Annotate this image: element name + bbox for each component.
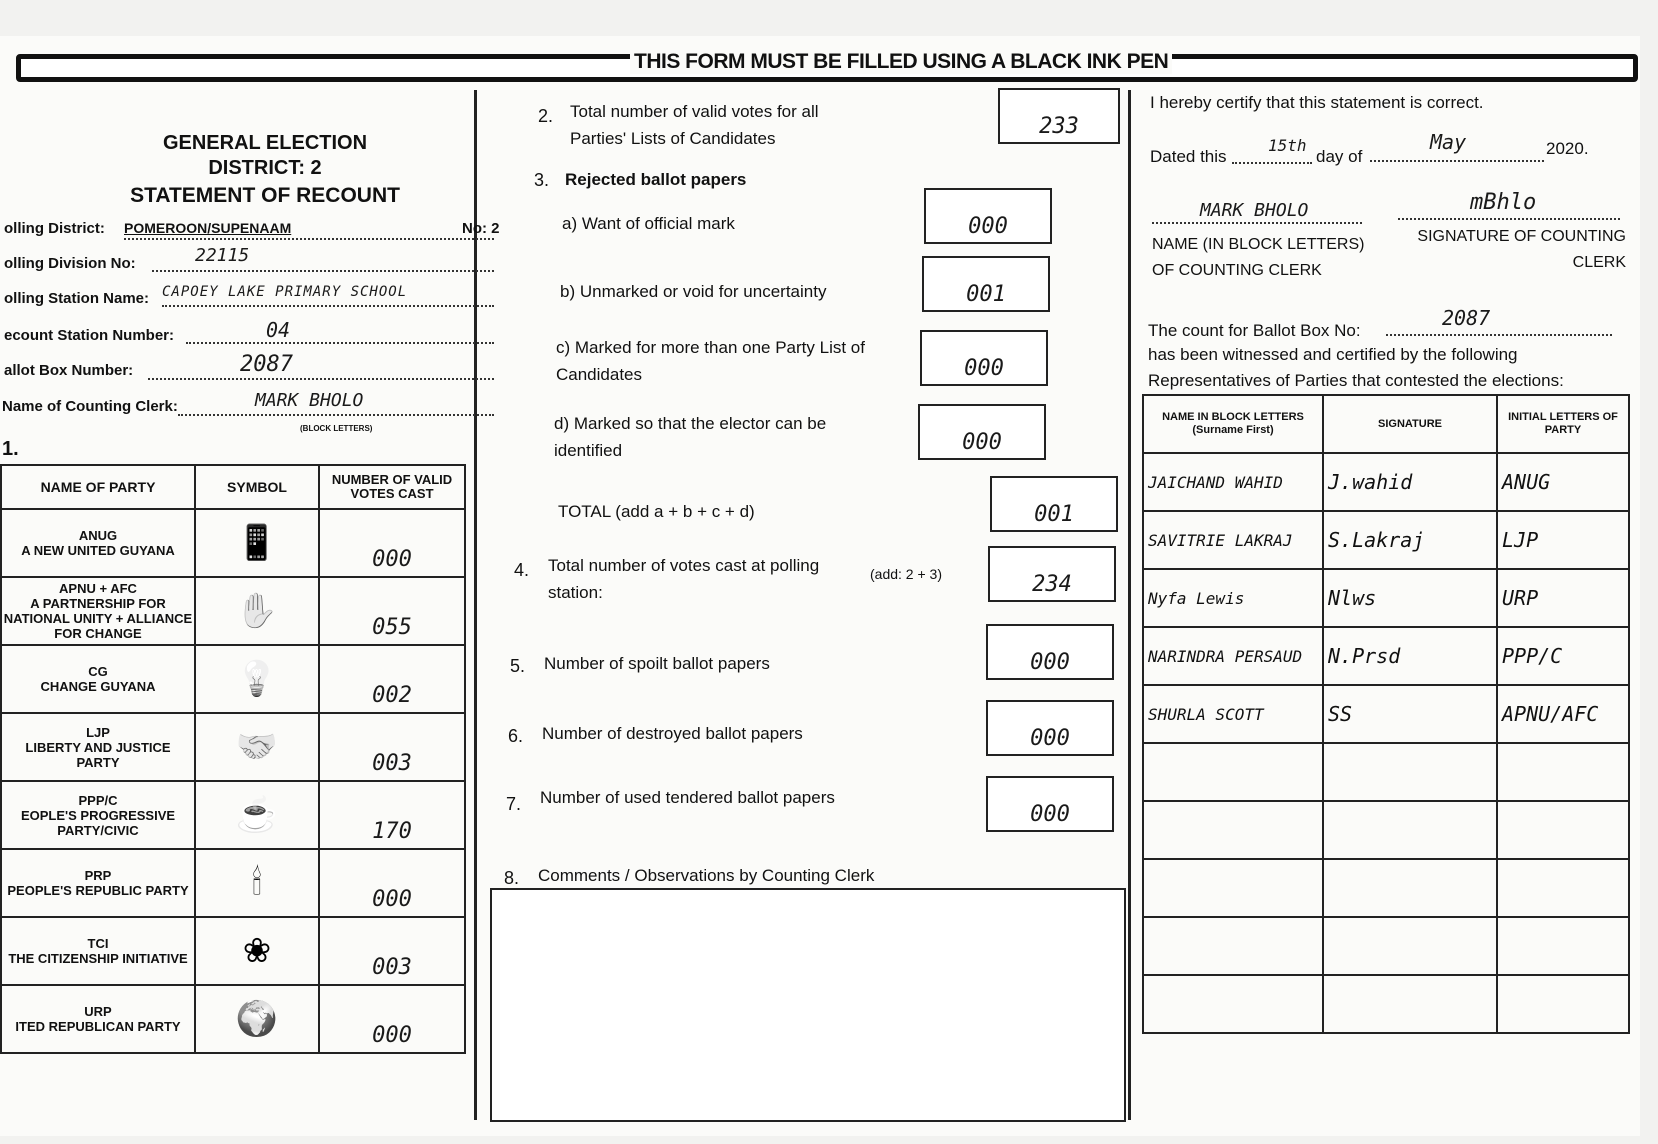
name-caption: NAME (IN BLOCK LETTERS) OF COUNTING CLERK xyxy=(1152,236,1365,279)
representative-row xyxy=(1143,511,1629,569)
q3a-text: a) Want of official mark xyxy=(562,214,735,233)
representative-row xyxy=(1143,743,1629,801)
rep-party: APNU/AFC xyxy=(1497,685,1629,743)
col-rep-signature-header: SIGNATURE xyxy=(1323,395,1497,453)
party-row xyxy=(1,849,465,917)
representative-row xyxy=(1143,453,1629,511)
rep-party xyxy=(1497,801,1629,859)
certify-text: I hereby certify that this statement is correct. xyxy=(1150,93,1484,112)
rep-name: Nyfa Lewis xyxy=(1143,569,1323,627)
signature-caption: SIGNATURE OF COUNTING CLERK xyxy=(1417,228,1626,271)
q4-text: Total number of votes cast at polling station: xyxy=(548,556,820,602)
polling-station-value: CAPOEY LAKE PRIMARY SCHOOL xyxy=(162,284,408,300)
q6-value-box: 000 xyxy=(986,700,1114,756)
party-name: CG CHANGE GUYANA xyxy=(1,645,195,713)
party-votes: 002 xyxy=(319,645,465,713)
rep-name xyxy=(1143,975,1323,1033)
rep-party: LJP xyxy=(1497,511,1629,569)
representative-row xyxy=(1143,975,1629,1033)
q6-number: 6. xyxy=(508,726,524,746)
clerk-value: MARK BHOLO xyxy=(255,390,364,411)
q3b-text: b) Unmarked or void for uncertainty xyxy=(560,282,827,301)
polling-division-line xyxy=(152,270,494,272)
count-line xyxy=(1386,334,1612,336)
ballot-box-line xyxy=(148,378,494,380)
q5-text: Number of spoilt ballot papers xyxy=(544,654,770,673)
dated-year: 2020. xyxy=(1546,139,1589,158)
q8-text: Comments / Observations by Counting Clerk xyxy=(538,866,875,885)
party-votes-table xyxy=(0,464,466,1054)
handshake-icon: 🤝 xyxy=(195,713,319,781)
rep-party xyxy=(1497,975,1629,1033)
col-votes-header: NUMBER OF VALID VOTES CAST xyxy=(319,465,465,509)
rep-name: SAVITRIE LAKRAJ xyxy=(1143,511,1323,569)
q3c-text: c) Marked for more than one Party List of Candidates xyxy=(556,338,865,384)
q4-number: 4. xyxy=(514,560,530,580)
lotus-icon: ❀ xyxy=(195,917,319,985)
left-column-divider xyxy=(474,90,477,1120)
q7-number: 7. xyxy=(506,794,522,814)
party-name: LJP LIBERTY AND JUSTICE PARTY xyxy=(1,713,195,781)
q3-text: Rejected ballot papers xyxy=(565,170,747,189)
polling-station-label: olling Station Name: xyxy=(4,290,150,307)
party-row xyxy=(1,577,465,645)
ink-instruction-banner: THIS FORM MUST BE FILLED USING A BLACK INK PEN xyxy=(630,50,1172,74)
q7-value-box: 000 xyxy=(986,776,1114,832)
dated-day: 15th xyxy=(1268,136,1307,155)
q8-number: 8. xyxy=(504,868,520,888)
party-row xyxy=(1,985,465,1053)
q3b-value-box: 001 xyxy=(922,256,1050,312)
recount-station-value: 04 xyxy=(266,318,291,342)
rep-signature xyxy=(1323,975,1497,1033)
party-name: PRP PEOPLE'S REPUBLIC PARTY xyxy=(1,849,195,917)
rep-name xyxy=(1143,859,1323,917)
dated-month-line xyxy=(1370,160,1544,162)
q5-value-box: 000 xyxy=(986,624,1114,680)
representative-row xyxy=(1143,569,1629,627)
dated-month: May xyxy=(1430,130,1467,154)
comments-box[interactable] xyxy=(490,888,1126,1122)
rep-signature: J.wahid xyxy=(1323,453,1497,511)
representative-row xyxy=(1143,859,1629,917)
rep-signature xyxy=(1323,859,1497,917)
q3-number: 3. xyxy=(534,170,550,190)
rep-name: SHURLA SCOTT xyxy=(1143,685,1323,743)
hand-key-icon: ✋ xyxy=(195,577,319,645)
polling-district-value: POMEROON/SUPENAAM xyxy=(124,220,292,236)
party-name: APNU + AFC A PARTNERSHIP FOR NATIONAL UNITY + ALLIANCE FOR CHANGE xyxy=(1,577,195,645)
representative-row xyxy=(1143,801,1629,859)
lightbulb-icon: 💡 xyxy=(195,645,319,713)
lamp-icon: 🕯 xyxy=(195,849,319,917)
party-votes: 003 xyxy=(319,917,465,985)
q4-value-box: 234 xyxy=(988,546,1116,602)
count-prefix: The count for Ballot Box No: xyxy=(1148,321,1361,340)
recount-station-label: ecount Station Number: xyxy=(4,327,175,344)
rep-signature xyxy=(1323,743,1497,801)
rep-name xyxy=(1143,801,1323,859)
party-votes: 000 xyxy=(319,849,465,917)
phone-icon: 📱 xyxy=(195,509,319,577)
rep-signature: Nlws xyxy=(1323,569,1497,627)
polling-district-line xyxy=(124,238,494,240)
party-votes: 055 xyxy=(319,577,465,645)
party-row xyxy=(1,509,465,577)
clerk-signature-line xyxy=(1398,218,1620,220)
rep-party: PPP/C xyxy=(1497,627,1629,685)
party-votes: 170 xyxy=(319,781,465,849)
count-text: has been witnessed and certified by the following Representatives of Parties that contested the elections: xyxy=(1148,345,1564,390)
clerk-line xyxy=(178,414,494,416)
q7-text: Number of used tendered ballot papers xyxy=(540,788,835,807)
party-name: ANUG A NEW UNITED GUYANA xyxy=(1,509,195,577)
party-name: URP ITED REPUBLICAN PARTY xyxy=(1,985,195,1053)
polling-station-line xyxy=(162,305,494,307)
rep-name xyxy=(1143,917,1323,975)
q5-number: 5. xyxy=(510,656,526,676)
col-symbol-header: SYMBOL xyxy=(195,465,319,509)
party-votes: 000 xyxy=(319,509,465,577)
q6-text: Number of destroyed ballot papers xyxy=(542,724,803,743)
rep-signature: S.Lakraj xyxy=(1323,511,1497,569)
section-1-number: 1. xyxy=(2,438,19,460)
recount-title: STATEMENT OF RECOUNT xyxy=(130,184,400,207)
party-row xyxy=(1,917,465,985)
globe-icon: 🌍 xyxy=(195,985,319,1053)
dated-mid: day of xyxy=(1316,147,1363,166)
right-column-divider xyxy=(1128,90,1131,1120)
q2-value-box: 233 xyxy=(998,88,1120,144)
q3d-text: d) Marked so that the elector can be identified xyxy=(554,414,827,460)
q3c-value-box: 000 xyxy=(920,330,1048,386)
rep-party xyxy=(1497,859,1629,917)
rep-signature: N.Prsd xyxy=(1323,627,1497,685)
rep-signature: SS xyxy=(1323,685,1497,743)
party-name: TCI THE CITIZENSHIP INITIATIVE xyxy=(1,917,195,985)
block-letters-note: (BLOCK LETTERS) xyxy=(300,424,373,433)
q2-text: Total number of valid votes for all Parties' Lists of Candidates xyxy=(570,102,819,148)
col-rep-name-header: NAME IN BLOCK LETTERS (Surname First) xyxy=(1143,395,1323,453)
rep-signature xyxy=(1323,801,1497,859)
party-row xyxy=(1,781,465,849)
q2-number: 2. xyxy=(538,106,554,126)
clerk-signature-handwritten: mBhlo xyxy=(1470,190,1537,215)
count-box-value: 2087 xyxy=(1442,306,1491,330)
rep-name: NARINDRA PERSAUD xyxy=(1143,627,1323,685)
cup-icon: ☕ xyxy=(195,781,319,849)
q4-note: (add: 2 + 3) xyxy=(870,566,942,582)
clerk-label: Name of Counting Clerk: xyxy=(2,398,178,415)
clerk-name-handwritten: MARK BHOLO xyxy=(1200,200,1309,221)
rep-party: ANUG xyxy=(1497,453,1629,511)
rep-party xyxy=(1497,743,1629,801)
party-name: PPP/C EOPLE'S PROGRESSIVE PARTY/CIVIC xyxy=(1,781,195,849)
rep-name xyxy=(1143,743,1323,801)
q3d-value-box: 000 xyxy=(918,404,1046,460)
election-title: GENERAL ELECTION xyxy=(162,132,368,154)
rep-name: JAICHAND WAHID xyxy=(1143,453,1323,511)
rep-signature xyxy=(1323,917,1497,975)
polling-district-no: No: 2 xyxy=(462,220,500,237)
representatives-table xyxy=(1142,394,1630,1034)
representative-row xyxy=(1143,627,1629,685)
col-rep-party-header: INITIAL LETTERS OF PARTY xyxy=(1497,395,1629,453)
representative-row xyxy=(1143,917,1629,975)
ballot-box-label: allot Box Number: xyxy=(4,362,134,379)
dated-prefix: Dated this xyxy=(1150,147,1227,166)
col-party-header: NAME OF PARTY xyxy=(1,465,195,509)
rep-party: URP xyxy=(1497,569,1629,627)
party-row xyxy=(1,713,465,781)
total-text: TOTAL (add a + b + c + d) xyxy=(558,502,755,521)
rep-party xyxy=(1497,917,1629,975)
polling-division-label: olling Division No: xyxy=(4,255,136,272)
ballot-box-value: 2087 xyxy=(240,352,293,377)
dated-day-line xyxy=(1232,162,1312,164)
polling-division-value: 22115 xyxy=(195,245,250,266)
district-title: DISTRICT: 2 xyxy=(208,157,322,179)
party-row xyxy=(1,645,465,713)
recount-station-line xyxy=(186,342,494,344)
polling-district-label: olling District: xyxy=(4,220,105,237)
clerk-name-line xyxy=(1152,222,1362,224)
party-votes: 003 xyxy=(319,713,465,781)
q3a-value-box: 000 xyxy=(924,188,1052,244)
total-value-box: 001 xyxy=(990,476,1118,532)
party-votes: 000 xyxy=(319,985,465,1053)
representative-row xyxy=(1143,685,1629,743)
